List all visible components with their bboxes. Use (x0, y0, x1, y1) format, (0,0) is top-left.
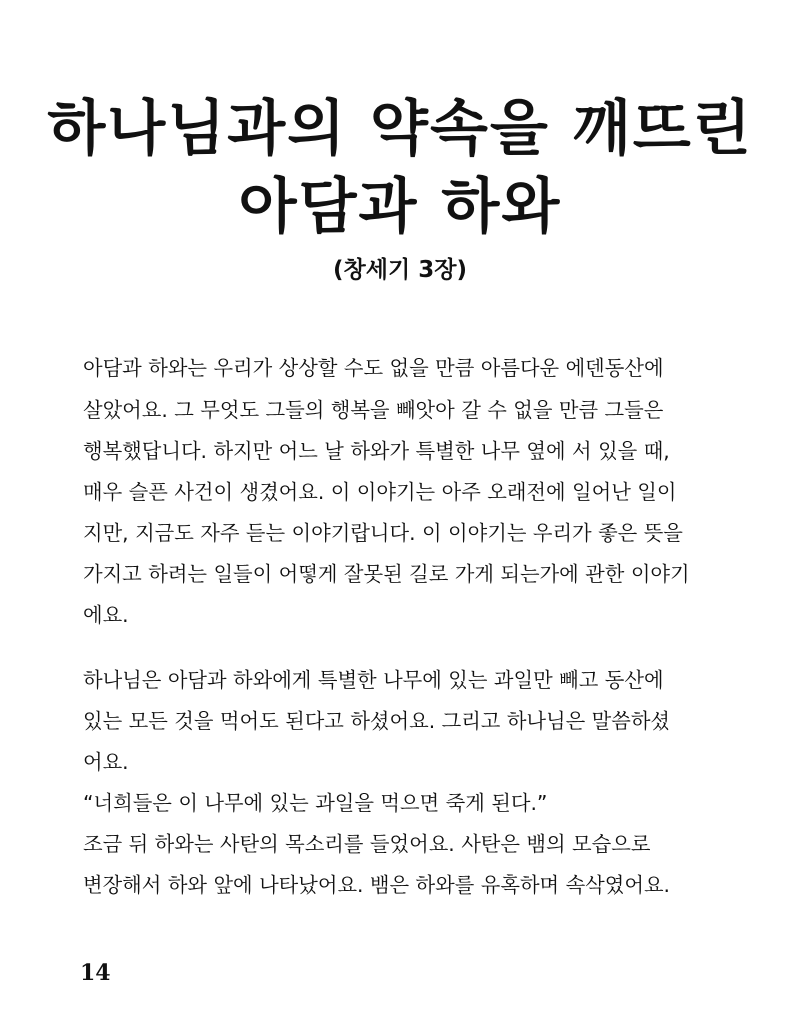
text-line: 변장해서 하와 앞에 나타났어요. 뱀은 하와를 유혹하며 속삭였어요. (83, 873, 670, 897)
text-line: “너희들은 이 나무에 있는 과일을 먹으면 죽게 된다.” (83, 791, 548, 815)
chapter-title-line-1: 하나님과의 약속을 깨뜨린 (47, 94, 753, 164)
text-line: 에요. (83, 603, 129, 627)
page-number: 14 (80, 960, 111, 986)
text-line: 매우 슬픈 사건이 생겼어요. 이 이야기는 아주 오래전에 일어난 일이 (83, 480, 677, 504)
text-line: 지만, 지금도 자주 듣는 이야기랍니다. 이 이야기는 우리가 좋은 뜻을 (83, 521, 683, 545)
chapter-title-line-2: 아담과 하와 (238, 172, 562, 242)
text-line: 행복했답니다. 하지만 어느 날 하와가 특별한 나무 옆에 서 있을 때, (83, 439, 670, 463)
text-line: 있는 모든 것을 먹어도 된다고 하셨어요. 그리고 하나님은 말씀하셨 (83, 709, 670, 733)
text-line: 살았어요. 그 무엇도 그들의 행복을 빼앗아 갈 수 없을 만큼 그들은 (83, 398, 664, 422)
text-line: 조금 뒤 하와는 사탄의 목소리를 들었어요. 사탄은 뱀의 모습으로 (83, 832, 651, 856)
text-line: 가지고 하려는 일들이 어떻게 잘못된 길로 가게 되는가에 관한 이야기 (83, 562, 690, 586)
text-line: 어요. (83, 750, 129, 774)
chapter-subtitle: (창세기 3장) (333, 257, 467, 283)
text-line: 아담과 하와는 우리가 상상할 수도 없을 만큼 아름다운 에덴동산에 (83, 356, 664, 380)
text-line: 하나님은 아담과 하와에게 특별한 나무에 있는 과일만 빼고 동산에 (83, 668, 664, 692)
